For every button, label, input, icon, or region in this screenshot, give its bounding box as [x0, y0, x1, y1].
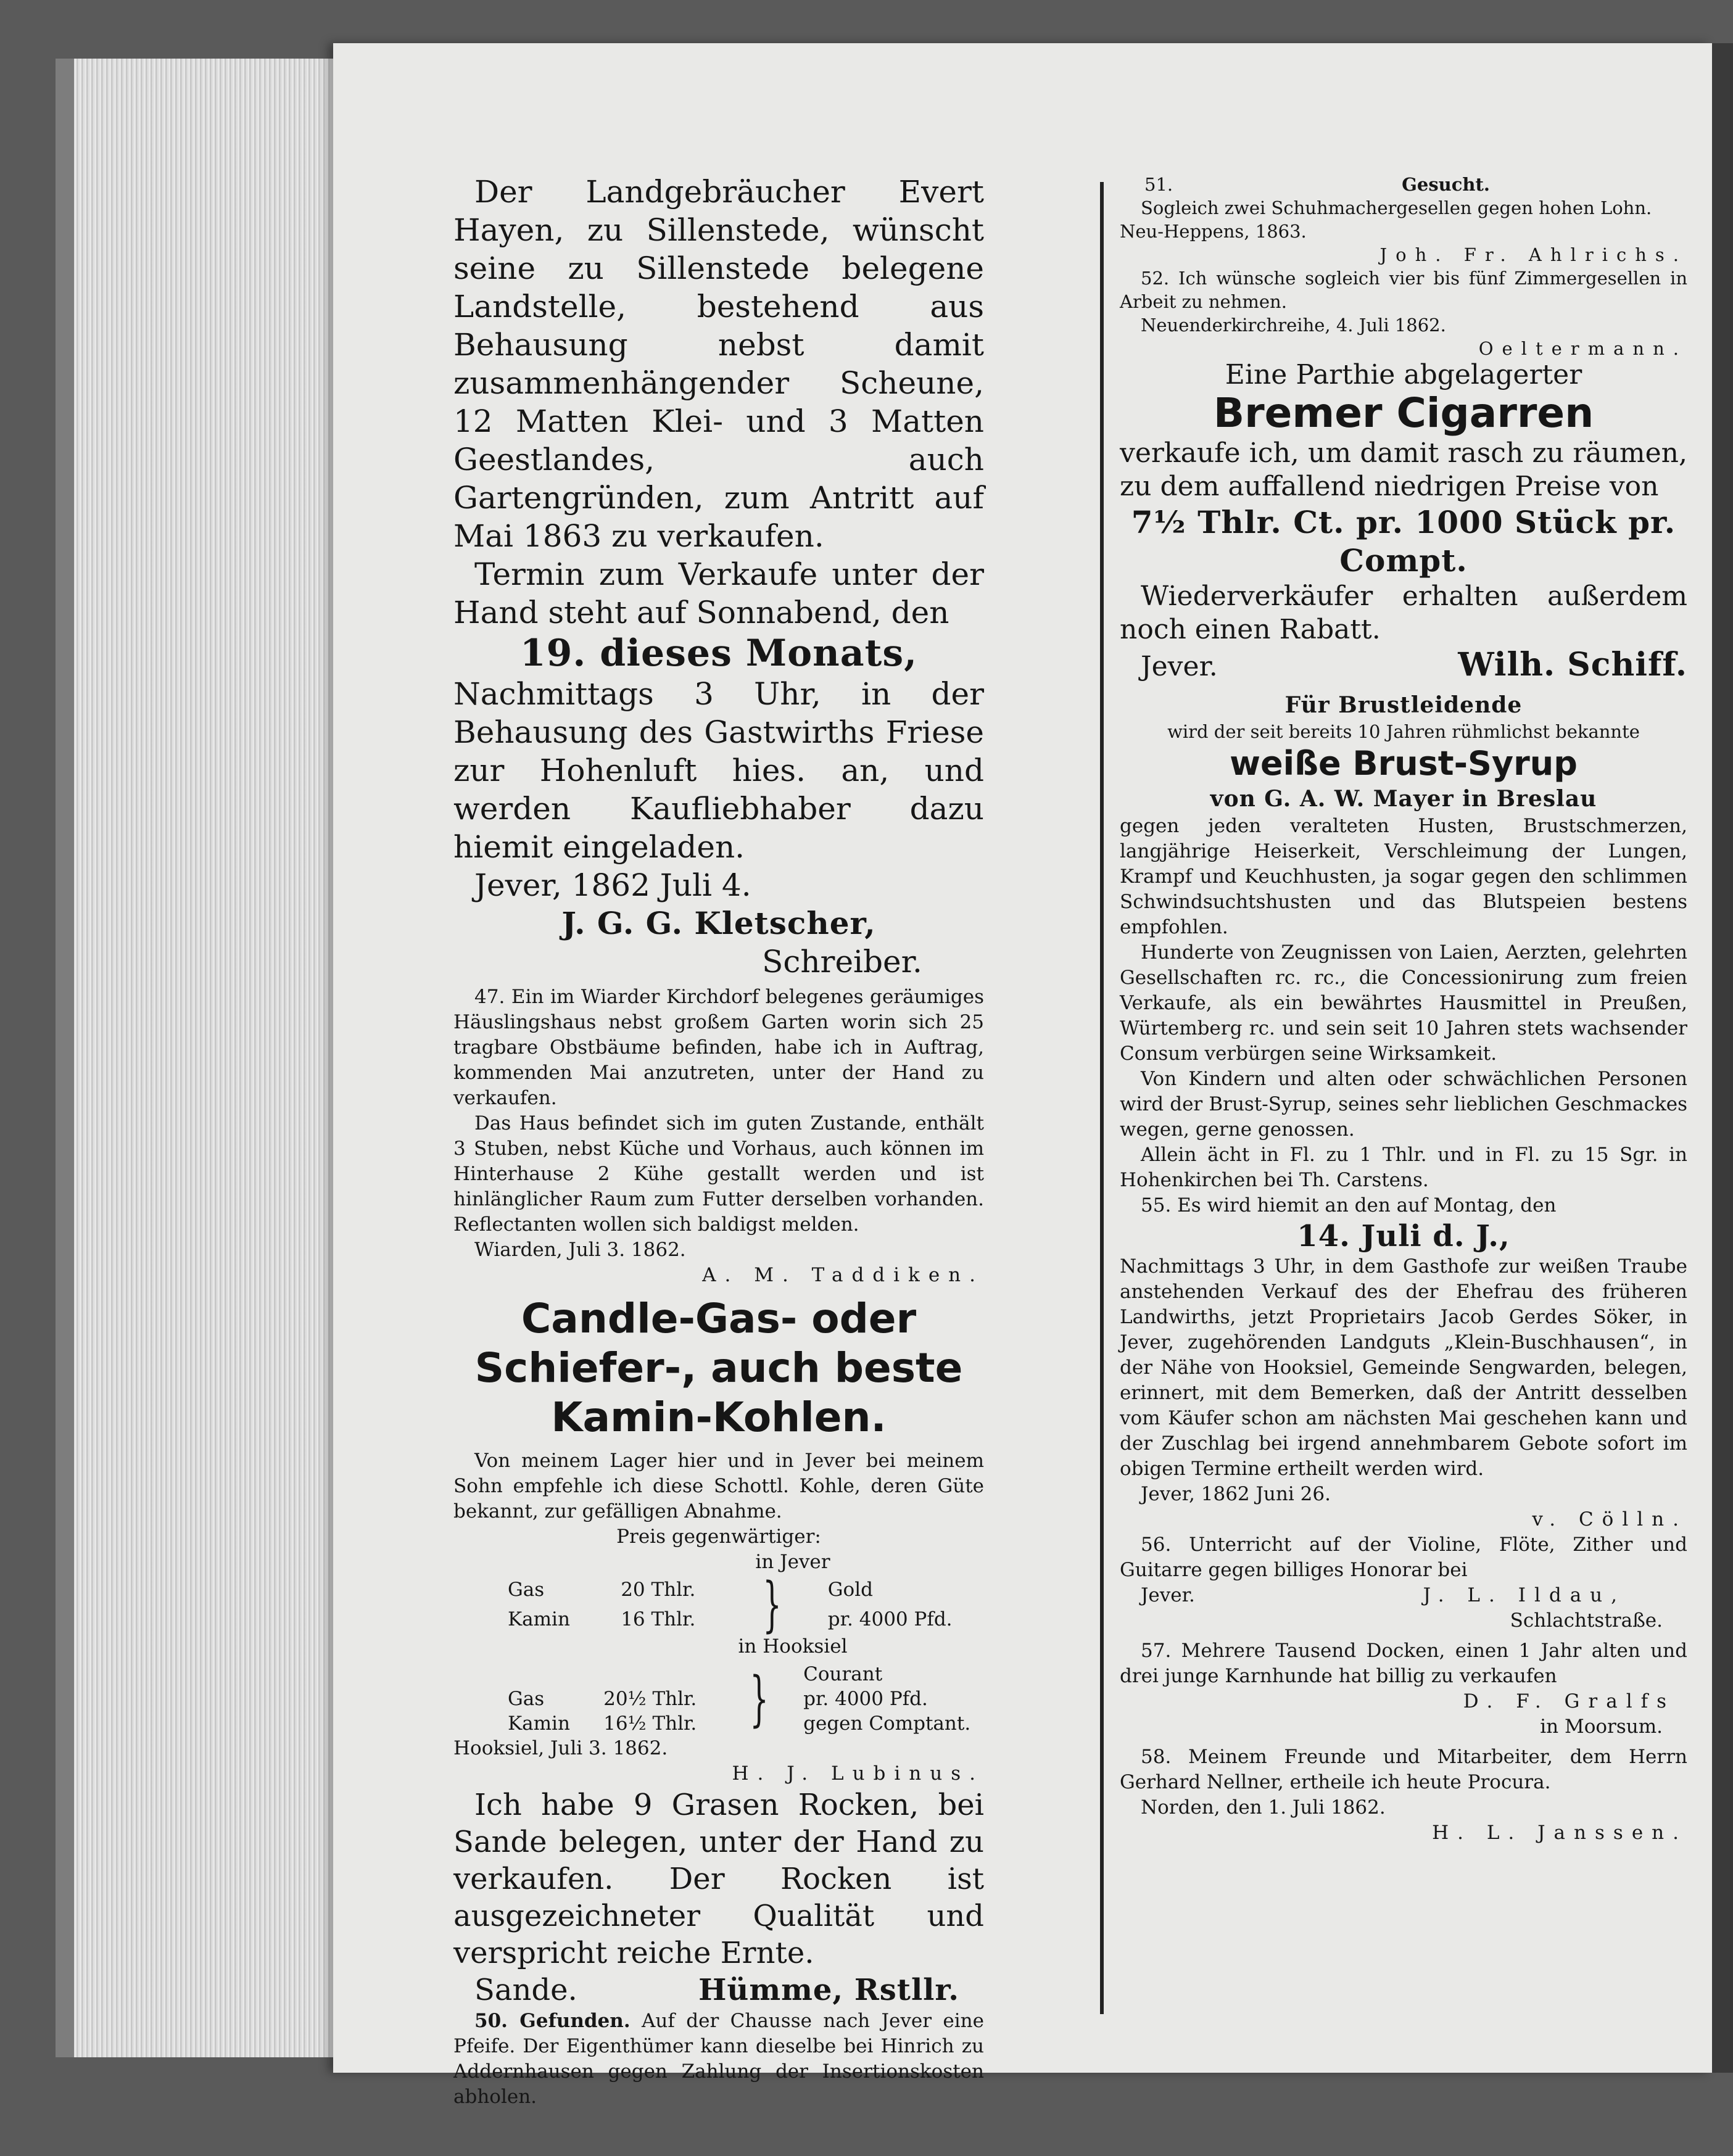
ad-51-heading	[1120, 173, 1687, 196]
ad-57-place: in Moorsum.	[1540, 1716, 1663, 1738]
ad-coal-in-jever: in Jever	[755, 1551, 830, 1573]
price-label: Kamin	[508, 1712, 570, 1735]
ad-47-place: Wiarden, Juli 3. 1862.	[474, 1239, 686, 1261]
price-label: Gas	[508, 1688, 545, 1710]
ad-syrup-line1: Für Brustleidende	[1284, 692, 1523, 718]
price-value: 16½ Thlr.	[603, 1712, 697, 1735]
ad-landstelle-date: 19. dieses Monats,	[519, 632, 918, 675]
ad-56-place: Jever.	[1141, 1584, 1195, 1606]
ad-coal-signature: H. J. Lubinus.	[732, 1762, 984, 1785]
right-column	[1120, 173, 1687, 1846]
ad-47-signature: A. M. Taddiken.	[702, 1264, 984, 1286]
ad-coal-headline: Candle-Gas- oder Schiefer-, auch beste Kamin-Kohlen.	[474, 1295, 963, 1441]
ad-47-text: 47. Ein im Wiarder Kirchdorf belegenes geräumiges Häuslingshaus nebst großem Garten worin sich 25 tragbare Obstbäume befinden, habe ich in Auftrag, kommenden Mai anzutreten, unter der Hand zu verkaufen.	[453, 986, 984, 1109]
ad-51-signature: Joh. Fr. Ahlrichs.	[1379, 244, 1687, 265]
ad-51-number: 51.	[1144, 174, 1173, 195]
ad-50-body: Auf der Chausse nach Jever eine Pfeife. Der Eigenthümer kann dieselbe bei Hinrich zu Addernhausen gegen Zahlung der Insertionskosten abholen.	[453, 2010, 984, 2108]
ad-51-place: Neu-Heppens, 1863.	[1120, 221, 1307, 242]
ad-syrup-text: gegen jeden veralteten Husten, Brustschmerzen, langjährige Heiserkeit, Verschleimung der Lungen, Krampf und Keuchhusten, ja sogar gegen den schlimmen Schwindsuchtshusten und das Blutspeien bestens empfohlen.	[1120, 815, 1687, 938]
newspaper-page	[333, 43, 1712, 2108]
ad-syrup-children: Von Kindern und alten oder schwächlichen Personen wird der Brust-Syrup, seines sehr lieblichen Geschmackes wegen, gerne genossen.	[1120, 1068, 1687, 1141]
ad-cigar-signature: Wilh. Schiff.	[1458, 646, 1687, 684]
facing-page-strip	[1712, 43, 1733, 2073]
ad-syrup-maker: von G. A. W. Mayer in Breslau	[1210, 786, 1597, 812]
ad-coal-place: Hooksiel, Juli 3. 1862.	[453, 1737, 668, 1759]
ad-58-place: Norden, den 1. Juli 1862.	[1141, 1796, 1386, 1819]
price-note: Gold	[827, 1579, 873, 1601]
ad-51-title: Gesucht.	[1402, 174, 1490, 195]
ad-58-signature: H. L. Janssen.	[1432, 1822, 1687, 1844]
ad-51-text: Sogleich zwei Schuhmachergesellen gegen hohen Lohn.	[1141, 197, 1652, 218]
price-note: pr. 4000 Pfd.	[803, 1688, 928, 1710]
ad-58-text: 58. Meinem Freunde und Mitarbeiter, dem Herrn Gerhard Nellner, ertheile ich heute Procura.	[1120, 1746, 1687, 1793]
ad-52-place: Neuenderkirchreihe, 4. Juli 1862.	[1141, 315, 1446, 336]
price-table-jever	[503, 1570, 1033, 1639]
brace-icon: }	[750, 1664, 769, 1733]
ad-rocken-footer	[453, 1972, 984, 2009]
price-label: Gas	[508, 1579, 545, 1601]
ad-coal-price-title: Preis gegenwärtiger:	[616, 1526, 821, 1548]
ad-landstelle-place: Jever, 1862 Juli 4.	[474, 867, 751, 903]
ad-52-text: 52. Ich wünsche sogleich vier bis fünf Zimmergesellen in Arbeit zu nehmen.	[1120, 268, 1687, 312]
ad-landstelle-details: Nachmittags 3 Uhr, in der Behausung des Gastwirths Friese zur Hohenluft hies. an, und werden Kaufliebhaber dazu hiemit eingeladen.	[453, 676, 984, 865]
ad-coal-text: Von meinem Lager hier und in Jever bei meinem Sohn empfehle ich diese Schottl. Kohle, deren Güte bekannt, zur gefälligen Abnahme.	[453, 1450, 984, 1522]
ad-cigar-place: Jever.	[1141, 651, 1218, 682]
price-label	[503, 1662, 598, 1687]
ad-cigar-text: verkaufe ich, um damit rasch zu räumen, zu dem auffallend niedrigen Preise von	[1120, 437, 1687, 502]
price-note: pr. 4000 Pfd.	[827, 1608, 953, 1630]
ad-cigar-headline: Bremer Cigarren	[1213, 389, 1594, 437]
ad-56-text: 56. Unterricht auf der Violine, Flöte, Zither und Guitarre gegen billiges Honorar bei	[1120, 1534, 1687, 1581]
price-label: Kamin	[508, 1608, 570, 1630]
price-value: 20½ Thlr.	[603, 1688, 697, 1710]
price-value: 16 Thlr.	[621, 1608, 696, 1630]
ad-56-footer	[1120, 1583, 1687, 1608]
ad-landstelle-signer-title: Schreiber.	[762, 944, 922, 980]
price-value	[598, 1662, 735, 1687]
ad-rocken-place: Sande.	[474, 1973, 577, 2007]
price-value: 20 Thlr.	[621, 1579, 696, 1601]
ad-55-date: 14. Juli d. J.,	[1297, 1219, 1510, 1254]
ad-57-signature: D. F. Gralfs	[1463, 1690, 1675, 1712]
ad-52-signature: Oeltermann.	[1478, 338, 1687, 359]
ad-syrup-line2: wird der seit bereits 10 Jahren rühmlichst bekannte	[1167, 721, 1640, 742]
ad-55-text: 55. Es wird hiemit an den auf Montag, den	[1141, 1194, 1557, 1216]
ad-landstelle-termin: Termin zum Verkaufe unter der Hand steht auf Sonnabend, den	[453, 556, 984, 630]
ad-57-text: 57. Mehrere Tausend Docken, einen 1 Jahr alten und drei junge Karnhunde hat billig zu verkaufen	[1120, 1640, 1687, 1687]
ad-55-place: Jever, 1862 Juni 26.	[1141, 1483, 1331, 1505]
ad-cigar-line1: Eine Parthie abgelagerter	[1225, 359, 1582, 390]
ad-rocken-text: Ich habe 9 Grasen Rocken, bei Sande belegen, unter der Hand zu verkaufen. Der Rocken ist ausgezeichneter Qualität und verspricht reiche Ernte.	[453, 1788, 984, 1970]
brace-icon: }	[763, 1570, 782, 1639]
ad-syrup-sale: Allein ächt in Fl. zu 1 Thlr. und in Fl. zu 15 Sgr. in Hohenkirchen bei Th. Carstens.	[1120, 1144, 1687, 1191]
price-table-hooksiel	[503, 1662, 1033, 1736]
ad-rocken-signature: Hümme, Rstllr.	[698, 1973, 959, 2007]
ad-landstelle-signer: J. G. G. Kletscher,	[561, 905, 876, 941]
price-note: gegen Comptant.	[803, 1712, 971, 1735]
ad-56-signature: J. L. Ildau,	[1423, 1584, 1626, 1606]
ad-55-details: Nachmittags 3 Uhr, in dem Gasthofe zur weißen Traube anstehenden Verkauf des der Ehefrau des früheren Landwirths, jetzt Proprietairs Jacob Gerdes Söker, in Jever, zugehörenden Landguts „Klein-Buschhausen“, in der Nähe von Hooksiel, Gemeinde Sengwarden, belegen, erinnert, mit dem Bemerken, daß der Antritt desselben vom Käufer schon am nächsten Mai geschehen kann und der Zuschlag bei irgend annehmbarem Gebote sofort im obigen Termine ertheilt werden wird.	[1120, 1255, 1687, 1480]
ad-cigar-price: 7½ Thlr. Ct. pr. 1000 Stück pr. Compt.	[1131, 504, 1676, 579]
ad-syrup-testimonials: Hunderte von Zeugnissen von Laien, Aerzten, gelehrten Gesellschaften rc. rc., die Concessionirung zum freien Verkaufe, als ein bewährtes Hausmittel in Preußen, Würtemberg rc. und sein seit 10 Jahren stets wachsender Consum verbürgen seine Wirksamkeit.	[1120, 941, 1687, 1065]
ad-cigar-rabatt: Wiederverkäufer erhalten außerdem noch einen Rabatt.	[1120, 580, 1687, 645]
ad-55-signature: v. Cölln.	[1532, 1508, 1687, 1530]
ad-47-details: Das Haus befindet sich im guten Zustande, enthält 3 Stuben, nebst Küche und Vorhaus, auch können im Hinterhause 2 Kühe gestallt werden und ist hinlänglicher Raum zum Futter derselben vorhanden. Reflectanten wollen sich baldigst melden.	[453, 1112, 984, 1236]
ad-cigar-footer	[1120, 646, 1687, 685]
column-divider	[1100, 182, 1104, 2014]
ad-syrup-headline: weiße Brust-Syrup	[1230, 744, 1578, 783]
ad-landstelle-text: Der Landgebräucher Evert Hayen, zu Sillenstede, wünscht seine zu Sillenstede belegene Landstelle, bestehend aus Behausung nebst damit zusammenhängender Scheune, 12 Matten Klei- und 3 Matten Geestlandes, auch Gartengründen, zum Antritt auf Mai 1863 zu verkaufen.	[453, 174, 984, 554]
ad-56-street: Schlachtstraße.	[1510, 1609, 1663, 1632]
ad-coal-in-hooksiel: in Hooksiel	[738, 1635, 848, 1658]
price-note: Courant	[803, 1663, 883, 1685]
ad-50-text	[453, 2009, 984, 2110]
ad-50-number: 50. Gefunden.	[474, 2010, 631, 2032]
